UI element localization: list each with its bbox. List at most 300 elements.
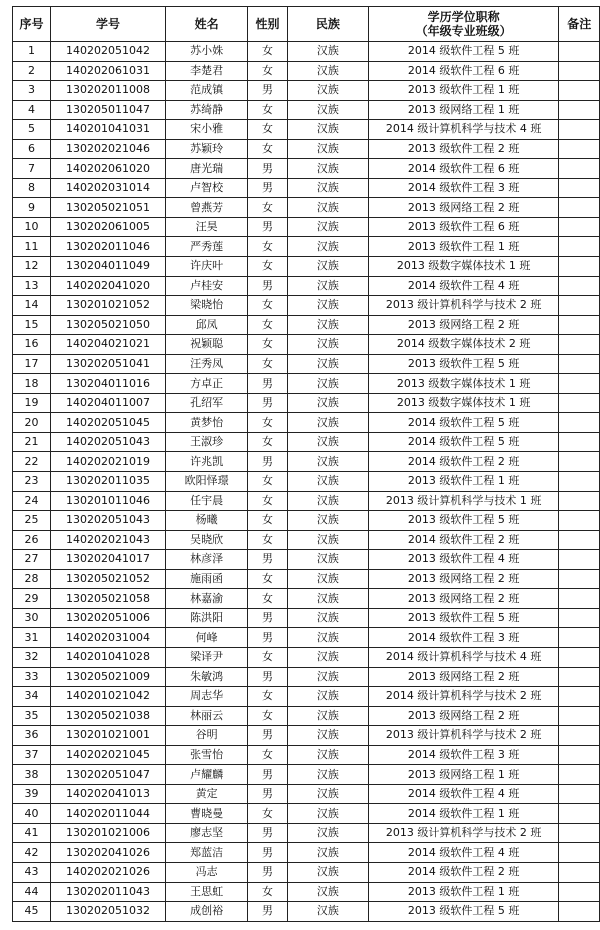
cell-gender: 女 — [248, 100, 288, 120]
cell-seq: 43 — [13, 862, 51, 882]
cell-student-id: 140201041031 — [50, 120, 165, 140]
cell-class: 2014 级软件工程 6 班 — [368, 159, 559, 179]
cell-gender: 男 — [248, 628, 288, 648]
cell-note — [559, 159, 600, 179]
cell-seq: 33 — [13, 667, 51, 687]
cell-student-id: 140202061031 — [50, 61, 165, 81]
cell-name: 施雨函 — [166, 569, 248, 589]
cell-student-id: 140202021043 — [50, 530, 165, 550]
cell-gender: 女 — [248, 882, 288, 902]
cell-class: 2014 级软件工程 3 班 — [368, 745, 559, 765]
cell-class: 2013 级软件工程 6 班 — [368, 217, 559, 237]
cell-name: 杨曦 — [166, 511, 248, 531]
cell-ethnicity: 汉族 — [287, 296, 368, 316]
cell-ethnicity: 汉族 — [287, 530, 368, 550]
cell-seq: 39 — [13, 784, 51, 804]
cell-note — [559, 139, 600, 159]
cell-student-id: 130201021052 — [50, 296, 165, 316]
cell-class: 2013 级计算机科学与技术 2 班 — [368, 726, 559, 746]
cell-gender: 女 — [248, 745, 288, 765]
header-class — [368, 7, 559, 42]
cell-seq: 37 — [13, 745, 51, 765]
cell-name: 范成镇 — [166, 81, 248, 101]
cell-student-id: 130202051006 — [50, 608, 165, 628]
cell-student-id: 140202051043 — [50, 432, 165, 452]
cell-class: 2013 级软件工程 1 班 — [368, 81, 559, 101]
cell-class: 2013 级网络工程 1 班 — [368, 100, 559, 120]
cell-seq: 6 — [13, 139, 51, 159]
cell-name: 吴晓欣 — [166, 530, 248, 550]
cell-class: 2013 级数字媒体技术 1 班 — [368, 393, 559, 413]
table-row — [13, 902, 600, 922]
cell-note — [559, 296, 600, 316]
cell-student-id: 140202051042 — [50, 42, 165, 62]
cell-gender: 女 — [248, 804, 288, 824]
cell-name: 谷明 — [166, 726, 248, 746]
cell-ethnicity: 汉族 — [287, 902, 368, 922]
cell-name: 王淑珍 — [166, 432, 248, 452]
cell-ethnicity: 汉族 — [287, 413, 368, 433]
table-row — [13, 296, 600, 316]
cell-seq: 44 — [13, 882, 51, 902]
cell-student-id: 140202021045 — [50, 745, 165, 765]
cell-seq: 34 — [13, 687, 51, 707]
cell-gender: 男 — [248, 81, 288, 101]
cell-ethnicity: 汉族 — [287, 472, 368, 492]
cell-student-id: 130205021052 — [50, 569, 165, 589]
cell-student-id: 130202051043 — [50, 511, 165, 531]
cell-gender: 男 — [248, 276, 288, 296]
cell-student-id: 130201021001 — [50, 726, 165, 746]
cell-seq: 27 — [13, 550, 51, 570]
table-row — [13, 608, 600, 628]
cell-ethnicity: 汉族 — [287, 628, 368, 648]
cell-name: 孔绍军 — [166, 393, 248, 413]
cell-ethnicity: 汉族 — [287, 687, 368, 707]
cell-gender: 男 — [248, 393, 288, 413]
cell-student-id: 140204021021 — [50, 335, 165, 355]
cell-ethnicity: 汉族 — [287, 315, 368, 335]
cell-gender: 男 — [248, 178, 288, 198]
cell-name: 卢桂安 — [166, 276, 248, 296]
cell-ethnicity: 汉族 — [287, 706, 368, 726]
cell-class: 2013 级软件工程 5 班 — [368, 608, 559, 628]
cell-gender: 女 — [248, 61, 288, 81]
cell-student-id: 140202011044 — [50, 804, 165, 824]
cell-gender: 女 — [248, 120, 288, 140]
cell-seq: 22 — [13, 452, 51, 472]
table-row — [13, 862, 600, 882]
cell-student-id: 140202031014 — [50, 178, 165, 198]
cell-seq: 13 — [13, 276, 51, 296]
header-seq: 序号 — [13, 7, 51, 42]
cell-note — [559, 432, 600, 452]
cell-name: 欧阳怿璟 — [166, 472, 248, 492]
cell-seq: 38 — [13, 765, 51, 785]
cell-name: 唐光瑞 — [166, 159, 248, 179]
cell-gender: 男 — [248, 159, 288, 179]
table-row — [13, 452, 600, 472]
cell-class: 2014 级计算机科学与技术 2 班 — [368, 687, 559, 707]
cell-ethnicity: 汉族 — [287, 589, 368, 609]
header-gender: 性别 — [248, 7, 288, 42]
cell-seq: 26 — [13, 530, 51, 550]
cell-seq: 8 — [13, 178, 51, 198]
cell-note — [559, 726, 600, 746]
cell-seq: 18 — [13, 374, 51, 394]
cell-student-id: 130202061005 — [50, 217, 165, 237]
cell-ethnicity: 汉族 — [287, 491, 368, 511]
cell-gender: 女 — [248, 589, 288, 609]
cell-class: 2014 级软件工程 2 班 — [368, 862, 559, 882]
cell-note — [559, 628, 600, 648]
cell-name: 严秀莲 — [166, 237, 248, 257]
cell-class: 2013 级软件工程 5 班 — [368, 354, 559, 374]
cell-name: 许兆凯 — [166, 452, 248, 472]
cell-ethnicity: 汉族 — [287, 374, 368, 394]
cell-gender: 女 — [248, 569, 288, 589]
cell-student-id: 140202041020 — [50, 276, 165, 296]
table-row — [13, 784, 600, 804]
cell-student-id: 130202041017 — [50, 550, 165, 570]
cell-class: 2013 级计算机科学与技术 2 班 — [368, 296, 559, 316]
cell-student-id: 130202021046 — [50, 139, 165, 159]
cell-name: 许庆叶 — [166, 257, 248, 277]
student-roster-container — [12, 6, 600, 922]
student-roster-table — [12, 6, 600, 922]
cell-class: 2013 级软件工程 1 班 — [368, 237, 559, 257]
cell-seq: 5 — [13, 120, 51, 140]
cell-class: 2014 级软件工程 2 班 — [368, 530, 559, 550]
cell-name: 苏小姝 — [166, 42, 248, 62]
cell-class: 2013 级数字媒体技术 1 班 — [368, 257, 559, 277]
cell-ethnicity: 汉族 — [287, 608, 368, 628]
cell-note — [559, 843, 600, 863]
cell-student-id: 140202041013 — [50, 784, 165, 804]
cell-name: 梁译尹 — [166, 647, 248, 667]
cell-student-id: 130201011046 — [50, 491, 165, 511]
cell-gender: 女 — [248, 706, 288, 726]
cell-gender: 女 — [248, 511, 288, 531]
cell-gender: 男 — [248, 452, 288, 472]
cell-seq: 16 — [13, 335, 51, 355]
cell-name: 李楚君 — [166, 61, 248, 81]
cell-name: 梁晓怡 — [166, 296, 248, 316]
cell-class: 2013 级软件工程 1 班 — [368, 882, 559, 902]
cell-ethnicity: 汉族 — [287, 745, 368, 765]
cell-name: 曾燕芳 — [166, 198, 248, 218]
table-row — [13, 178, 600, 198]
cell-seq: 45 — [13, 902, 51, 922]
table-row — [13, 42, 600, 62]
cell-note — [559, 393, 600, 413]
cell-student-id: 140202061020 — [50, 159, 165, 179]
cell-gender: 男 — [248, 667, 288, 687]
table-row — [13, 589, 600, 609]
table-row — [13, 374, 600, 394]
cell-seq: 40 — [13, 804, 51, 824]
cell-ethnicity: 汉族 — [287, 452, 368, 472]
cell-seq: 23 — [13, 472, 51, 492]
cell-note — [559, 511, 600, 531]
cell-seq: 4 — [13, 100, 51, 120]
header-class-line2: （年级专业班级） — [415, 24, 512, 38]
cell-name: 廖志坚 — [166, 823, 248, 843]
cell-note — [559, 42, 600, 62]
cell-name: 林彦泽 — [166, 550, 248, 570]
cell-ethnicity: 汉族 — [287, 100, 368, 120]
cell-gender: 男 — [248, 726, 288, 746]
cell-note — [559, 257, 600, 277]
table-row — [13, 120, 600, 140]
cell-gender: 男 — [248, 217, 288, 237]
cell-note — [559, 902, 600, 922]
cell-gender: 男 — [248, 784, 288, 804]
table-row — [13, 100, 600, 120]
cell-note — [559, 608, 600, 628]
cell-student-id: 130205021009 — [50, 667, 165, 687]
cell-class: 2014 级软件工程 5 班 — [368, 42, 559, 62]
table-row — [13, 393, 600, 413]
cell-seq: 15 — [13, 315, 51, 335]
cell-class: 2013 级软件工程 4 班 — [368, 550, 559, 570]
cell-gender: 女 — [248, 139, 288, 159]
cell-ethnicity: 汉族 — [287, 432, 368, 452]
cell-name: 郑蓝洁 — [166, 843, 248, 863]
cell-class: 2013 级软件工程 5 班 — [368, 511, 559, 531]
table-row — [13, 81, 600, 101]
cell-gender: 男 — [248, 550, 288, 570]
cell-gender: 男 — [248, 902, 288, 922]
cell-note — [559, 687, 600, 707]
cell-student-id: 130202011035 — [50, 472, 165, 492]
cell-ethnicity: 汉族 — [287, 257, 368, 277]
cell-gender: 男 — [248, 862, 288, 882]
cell-seq: 31 — [13, 628, 51, 648]
cell-class: 2014 级软件工程 4 班 — [368, 784, 559, 804]
cell-note — [559, 784, 600, 804]
cell-class: 2013 级网络工程 2 班 — [368, 706, 559, 726]
cell-ethnicity: 汉族 — [287, 882, 368, 902]
cell-name: 王思虹 — [166, 882, 248, 902]
cell-student-id: 140204011007 — [50, 393, 165, 413]
table-row — [13, 511, 600, 531]
cell-note — [559, 120, 600, 140]
cell-seq: 35 — [13, 706, 51, 726]
cell-note — [559, 882, 600, 902]
cell-class: 2014 级软件工程 4 班 — [368, 843, 559, 863]
cell-name: 张雪怡 — [166, 745, 248, 765]
cell-note — [559, 491, 600, 511]
cell-seq: 20 — [13, 413, 51, 433]
cell-name: 曹晓曼 — [166, 804, 248, 824]
cell-seq: 21 — [13, 432, 51, 452]
cell-gender: 女 — [248, 491, 288, 511]
table-row — [13, 315, 600, 335]
cell-note — [559, 765, 600, 785]
table-row — [13, 628, 600, 648]
cell-class: 2014 级软件工程 6 班 — [368, 61, 559, 81]
table-row — [13, 217, 600, 237]
table-row — [13, 804, 600, 824]
cell-ethnicity: 汉族 — [287, 647, 368, 667]
cell-student-id: 130204011016 — [50, 374, 165, 394]
cell-class: 2013 级网络工程 2 班 — [368, 315, 559, 335]
cell-seq: 3 — [13, 81, 51, 101]
cell-ethnicity: 汉族 — [287, 843, 368, 863]
cell-ethnicity: 汉族 — [287, 178, 368, 198]
cell-class: 2014 级计算机科学与技术 4 班 — [368, 647, 559, 667]
cell-student-id: 130205021050 — [50, 315, 165, 335]
cell-student-id: 130205021051 — [50, 198, 165, 218]
cell-note — [559, 276, 600, 296]
cell-name: 汪昊 — [166, 217, 248, 237]
table-header-row — [13, 7, 600, 42]
cell-name: 卢耀麟 — [166, 765, 248, 785]
cell-gender: 女 — [248, 42, 288, 62]
cell-gender: 男 — [248, 608, 288, 628]
cell-ethnicity: 汉族 — [287, 784, 368, 804]
table-row — [13, 823, 600, 843]
cell-ethnicity: 汉族 — [287, 159, 368, 179]
cell-gender: 女 — [248, 335, 288, 355]
cell-note — [559, 178, 600, 198]
cell-gender: 女 — [248, 198, 288, 218]
cell-ethnicity: 汉族 — [287, 61, 368, 81]
cell-note — [559, 100, 600, 120]
cell-seq: 7 — [13, 159, 51, 179]
cell-student-id: 130202011043 — [50, 882, 165, 902]
cell-seq: 42 — [13, 843, 51, 863]
cell-gender: 女 — [248, 315, 288, 335]
cell-class: 2014 级计算机科学与技术 4 班 — [368, 120, 559, 140]
table-row — [13, 647, 600, 667]
cell-class: 2014 级软件工程 1 班 — [368, 804, 559, 824]
cell-name: 汪秀凤 — [166, 354, 248, 374]
cell-class: 2014 级软件工程 5 班 — [368, 432, 559, 452]
cell-seq: 2 — [13, 61, 51, 81]
cell-student-id: 130204011049 — [50, 257, 165, 277]
cell-student-id: 140202051045 — [50, 413, 165, 433]
table-row — [13, 745, 600, 765]
cell-student-id: 130202011046 — [50, 237, 165, 257]
cell-ethnicity: 汉族 — [287, 569, 368, 589]
cell-class: 2014 级软件工程 5 班 — [368, 413, 559, 433]
cell-seq: 17 — [13, 354, 51, 374]
cell-gender: 男 — [248, 843, 288, 863]
cell-seq: 24 — [13, 491, 51, 511]
cell-seq: 36 — [13, 726, 51, 746]
table-row — [13, 726, 600, 746]
cell-note — [559, 374, 600, 394]
table-row — [13, 413, 600, 433]
cell-note — [559, 530, 600, 550]
cell-seq: 10 — [13, 217, 51, 237]
cell-student-id: 130202011008 — [50, 81, 165, 101]
cell-gender: 女 — [248, 296, 288, 316]
cell-note — [559, 335, 600, 355]
cell-name: 宋小雅 — [166, 120, 248, 140]
cell-name: 冯志 — [166, 862, 248, 882]
table-row — [13, 491, 600, 511]
cell-name: 祝颖聪 — [166, 335, 248, 355]
cell-student-id: 130205021058 — [50, 589, 165, 609]
cell-name: 何峰 — [166, 628, 248, 648]
cell-name: 苏绮静 — [166, 100, 248, 120]
cell-seq: 28 — [13, 569, 51, 589]
cell-seq: 11 — [13, 237, 51, 257]
table-row — [13, 843, 600, 863]
cell-class: 2013 级计算机科学与技术 2 班 — [368, 823, 559, 843]
table-row — [13, 432, 600, 452]
header-class-line1: 学历学位职称 — [427, 10, 500, 24]
cell-ethnicity: 汉族 — [287, 81, 368, 101]
table-row — [13, 569, 600, 589]
cell-note — [559, 198, 600, 218]
cell-note — [559, 745, 600, 765]
table-row — [13, 667, 600, 687]
cell-ethnicity: 汉族 — [287, 120, 368, 140]
cell-class: 2013 级软件工程 5 班 — [368, 902, 559, 922]
cell-student-id: 130202051041 — [50, 354, 165, 374]
table-row — [13, 687, 600, 707]
cell-ethnicity: 汉族 — [287, 42, 368, 62]
cell-ethnicity: 汉族 — [287, 354, 368, 374]
cell-gender: 男 — [248, 765, 288, 785]
cell-student-id: 140202031004 — [50, 628, 165, 648]
cell-ethnicity: 汉族 — [287, 550, 368, 570]
cell-class: 2014 级软件工程 2 班 — [368, 452, 559, 472]
cell-ethnicity: 汉族 — [287, 765, 368, 785]
cell-seq: 19 — [13, 393, 51, 413]
table-row — [13, 159, 600, 179]
cell-student-id: 130201021006 — [50, 823, 165, 843]
cell-name: 林嘉渝 — [166, 589, 248, 609]
table-row — [13, 198, 600, 218]
cell-class: 2013 级数字媒体技术 1 班 — [368, 374, 559, 394]
cell-ethnicity: 汉族 — [287, 198, 368, 218]
table-row — [13, 472, 600, 492]
cell-name: 任宇晨 — [166, 491, 248, 511]
cell-class: 2013 级网络工程 2 班 — [368, 667, 559, 687]
cell-gender: 女 — [248, 257, 288, 277]
header-note: 备注 — [559, 7, 600, 42]
table-row — [13, 354, 600, 374]
cell-name: 苏颖玲 — [166, 139, 248, 159]
table-row — [13, 257, 600, 277]
cell-seq: 29 — [13, 589, 51, 609]
table-row — [13, 706, 600, 726]
table-row — [13, 276, 600, 296]
cell-note — [559, 413, 600, 433]
cell-name: 黄定 — [166, 784, 248, 804]
table-row — [13, 237, 600, 257]
table-row — [13, 765, 600, 785]
table-row — [13, 882, 600, 902]
cell-seq: 12 — [13, 257, 51, 277]
cell-class: 2013 级网络工程 2 班 — [368, 589, 559, 609]
table-row — [13, 61, 600, 81]
cell-name: 方卓正 — [166, 374, 248, 394]
table-row — [13, 550, 600, 570]
cell-class: 2014 级软件工程 3 班 — [368, 178, 559, 198]
cell-note — [559, 217, 600, 237]
cell-student-id: 140201021042 — [50, 687, 165, 707]
cell-student-id: 140201041028 — [50, 647, 165, 667]
cell-ethnicity: 汉族 — [287, 511, 368, 531]
cell-ethnicity: 汉族 — [287, 139, 368, 159]
header-name: 姓名 — [166, 7, 248, 42]
